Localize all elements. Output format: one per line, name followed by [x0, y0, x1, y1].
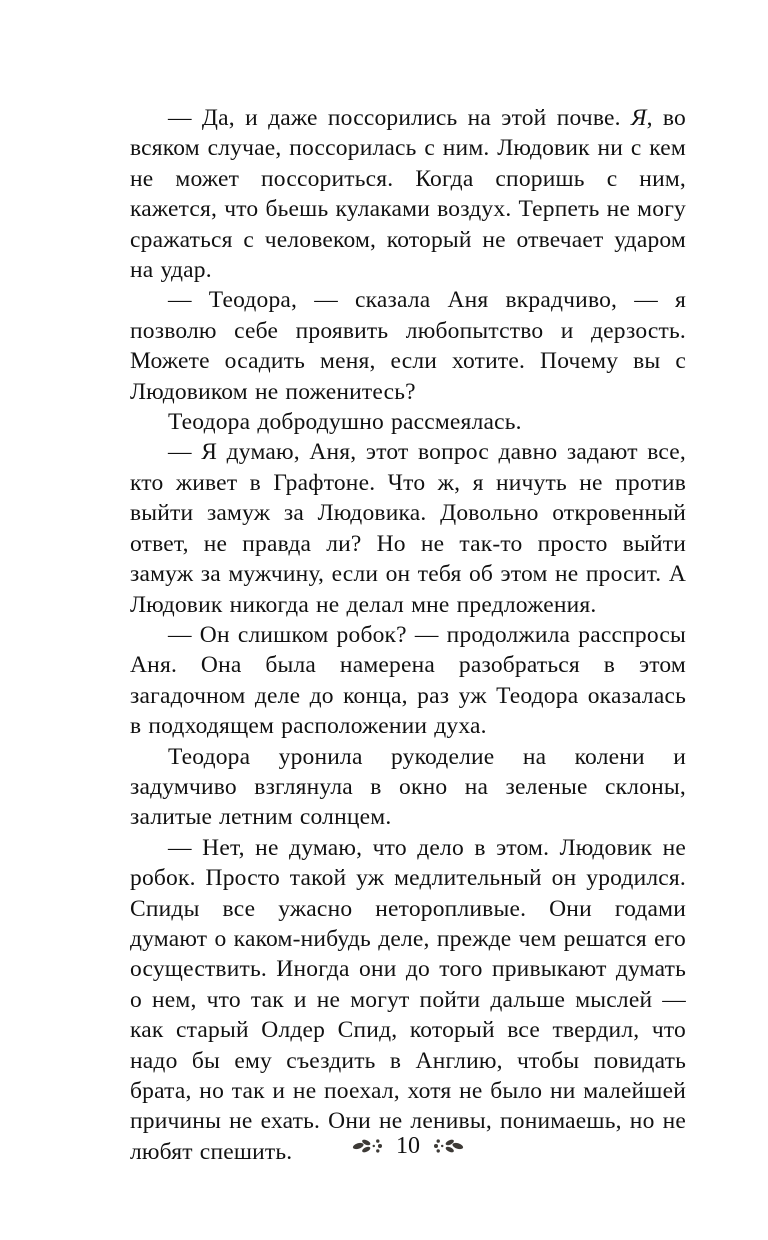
page-number: 10	[396, 1133, 420, 1159]
italic-text: Я	[630, 105, 647, 131]
paragraph	[130, 407, 686, 437]
paragraph	[130, 742, 686, 833]
text-segment: — Он слишком робок? — продолжила расспросы Аня. Она была намерена разобраться в этом загадочном деле до конца, раз уж Теодора оказалась в подходящем расположении духа.	[130, 621, 686, 740]
page-footer	[130, 1134, 686, 1158]
text-segment: — Нет, не думаю, что дело в этом. Людовик не робок. Просто такой уж медлительный он уродился. Спиды все ужасно неторопливые. Они годами думают о каком-нибудь деле, прежде чем решатся его осуществить. Иногда они до того привыкают думать о нем, что так и не могут пойти дальше мыслей — как старый Олдер Спид, который все твердил, что надо бы ему съездить в Англию, чтобы повидать брата, но так и не поехал, хотя не было ни малейшей причины не ехать. Они не ленивы, понимаешь, но не любят спешить.	[130, 834, 686, 1165]
footer-ornament-left-icon	[352, 1137, 384, 1155]
paragraph	[130, 285, 686, 407]
text-segment: — Я думаю, Аня, этот вопрос давно задают все, кто живет в Графтоне. Что ж, я ничуть не против выйти замуж за Людовика. Довольно откровенный ответ, не правда ли? Но не так-то просто выйти замуж за мужчину, если он тебя об этом не просит. А Людовик никогда не делал мне предложения.	[130, 439, 686, 618]
footer-ornament-right-icon	[432, 1137, 464, 1155]
text-segment: Теодора добродушно рассмеялась.	[168, 409, 522, 436]
paragraph	[130, 437, 686, 619]
paragraph	[130, 620, 686, 742]
text-segment: — Теодора, — сказала Аня вкрадчиво, — я позволю себе проявить любопытство и дерзость. Можете осадить меня, если хотите. Почему вы с Людовиком не поженитесь?	[130, 287, 686, 405]
text-segment: — Да, и даже поссорились на этой почве.	[168, 105, 631, 131]
page-text	[130, 103, 686, 1167]
paragraph	[130, 833, 686, 1167]
text-segment: , во всяком случае, поссорилась с ним. Людовик ни с кем не может поссориться. Когда споришь с ним, кажется, что бьешь кулаками воздух. Терпеть не могу сражаться с человеком, который не отвечает ударом на удар.	[130, 105, 686, 284]
paragraph	[130, 103, 686, 285]
text-segment: Теодора уронила рукоделие на колени и задумчиво взглянула в окно на зеленые склоны, залитые летним солнцем.	[130, 743, 686, 831]
